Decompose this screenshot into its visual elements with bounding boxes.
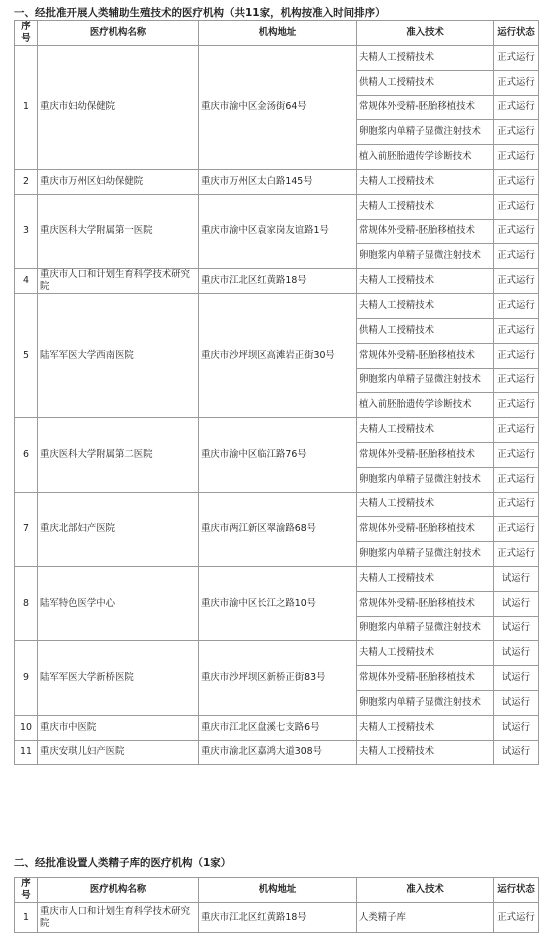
institution-address: 重庆市渝中区金汤街64号 — [199, 46, 357, 170]
institution-address: 重庆市渝北区嘉鸿大道308号 — [199, 740, 357, 765]
tech-name: 卵胞浆内单精子显微注射技术 — [357, 690, 494, 715]
institution-address: 重庆市江北区红黄路18号 — [199, 903, 357, 933]
header-address: 机构地址 — [199, 878, 357, 903]
header-name: 医疗机构名称 — [38, 878, 199, 903]
status-badge: 正式运行 — [494, 517, 539, 542]
table-row — [15, 566, 539, 591]
institution-name: 重庆市人口和计划生育科学技术研究院 — [38, 269, 199, 294]
status-badge: 正式运行 — [494, 169, 539, 194]
institution-seq: 1 — [15, 46, 38, 170]
tech-name: 卵胞浆内单精子显微注射技术 — [357, 244, 494, 269]
institutions-table — [14, 20, 539, 765]
tech-name: 夫精人工授精技术 — [357, 566, 494, 591]
tech-name: 供精人工授精技术 — [357, 70, 494, 95]
tech-name: 卵胞浆内单精子显微注射技术 — [357, 542, 494, 567]
institution-name: 重庆市人口和计划生育科学技术研究院 — [38, 903, 199, 933]
status-badge: 正式运行 — [494, 194, 539, 219]
status-badge: 正式运行 — [494, 393, 539, 418]
tech-name: 常规体外受精-胚胎移植技术 — [357, 442, 494, 467]
status-badge: 正式运行 — [494, 46, 539, 71]
tech-name: 常规体外受精-胚胎移植技术 — [357, 219, 494, 244]
institution-name: 陆军军医大学新桥医院 — [38, 641, 199, 715]
tech-name: 夫精人工授精技术 — [357, 418, 494, 443]
sperm-bank-table — [14, 877, 539, 933]
table-row — [15, 46, 539, 71]
institution-address: 重庆市沙坪坝区高滩岩正街30号 — [199, 294, 357, 418]
status-badge: 正式运行 — [494, 145, 539, 170]
status-badge: 正式运行 — [494, 467, 539, 492]
status-badge: 正式运行 — [494, 269, 539, 294]
status-badge: 正式运行 — [494, 903, 539, 933]
status-badge: 正式运行 — [494, 95, 539, 120]
institution-seq: 8 — [15, 566, 38, 640]
tech-name: 常规体外受精-胚胎移植技术 — [357, 343, 494, 368]
status-badge: 正式运行 — [494, 542, 539, 567]
table-header-row — [15, 878, 539, 903]
table-row — [15, 418, 539, 443]
tech-name: 夫精人工授精技术 — [357, 715, 494, 740]
tech-name: 供精人工授精技术 — [357, 318, 494, 343]
table-header-row — [15, 21, 539, 46]
tech-name: 夫精人工授精技术 — [357, 740, 494, 765]
tech-name: 卵胞浆内单精子显微注射技术 — [357, 120, 494, 145]
institution-name: 重庆市中医院 — [38, 715, 199, 740]
section2-title: 二、经批准设置人类精子库的医疗机构（1家） — [14, 857, 232, 869]
status-badge: 正式运行 — [494, 418, 539, 443]
table-row — [15, 740, 539, 765]
status-badge: 试运行 — [494, 616, 539, 641]
table-row — [15, 641, 539, 666]
status-badge: 试运行 — [494, 641, 539, 666]
tech-name: 夫精人工授精技术 — [357, 169, 494, 194]
status-badge: 试运行 — [494, 591, 539, 616]
institution-seq: 10 — [15, 715, 38, 740]
tech-name: 夫精人工授精技术 — [357, 46, 494, 71]
status-badge: 正式运行 — [494, 70, 539, 95]
status-badge: 正式运行 — [494, 244, 539, 269]
tech-name: 卵胞浆内单精子显微注射技术 — [357, 616, 494, 641]
status-badge: 正式运行 — [494, 442, 539, 467]
tech-name: 常规体外受精-胚胎移植技术 — [357, 591, 494, 616]
header-seq: 序号 — [15, 878, 38, 903]
institution-address: 重庆市江北区盘溪七支路6号 — [199, 715, 357, 740]
institution-name: 重庆市万州区妇幼保健院 — [38, 169, 199, 194]
institution-address: 重庆市沙坪坝区新桥正街83号 — [199, 641, 357, 715]
table-row — [15, 492, 539, 517]
institution-name: 重庆医科大学附属第二医院 — [38, 418, 199, 492]
header-seq: 序号 — [15, 21, 38, 46]
status-badge: 正式运行 — [494, 368, 539, 393]
tech-name: 夫精人工授精技术 — [357, 269, 494, 294]
tech-name: 夫精人工授精技术 — [357, 194, 494, 219]
tech-name: 卵胞浆内单精子显微注射技术 — [357, 467, 494, 492]
institution-address: 重庆市渝中区临江路76号 — [199, 418, 357, 492]
institution-seq: 6 — [15, 418, 38, 492]
institution-address: 重庆市万州区太白路145号 — [199, 169, 357, 194]
tech-name: 夫精人工授精技术 — [357, 492, 494, 517]
status-badge: 正式运行 — [494, 492, 539, 517]
header-status: 运行状态 — [494, 878, 539, 903]
institution-address: 重庆市江北区红黄路18号 — [199, 269, 357, 294]
institution-seq: 7 — [15, 492, 38, 566]
table-row — [15, 903, 539, 933]
status-badge: 试运行 — [494, 690, 539, 715]
header-tech: 准入技术 — [357, 878, 494, 903]
institution-name: 重庆安琪儿妇产医院 — [38, 740, 199, 765]
tech-name: 人类精子库 — [357, 903, 494, 933]
institution-seq: 5 — [15, 294, 38, 418]
institution-seq: 3 — [15, 194, 38, 268]
tech-name: 夫精人工授精技术 — [357, 641, 494, 666]
status-badge: 正式运行 — [494, 294, 539, 319]
status-badge: 正式运行 — [494, 318, 539, 343]
institution-address: 重庆市渝中区长江之路10号 — [199, 566, 357, 640]
institution-name: 重庆北部妇产医院 — [38, 492, 199, 566]
institution-name: 重庆市妇幼保健院 — [38, 46, 199, 170]
institution-name: 陆军军医大学西南医院 — [38, 294, 199, 418]
table-row — [15, 715, 539, 740]
institution-seq: 4 — [15, 269, 38, 294]
institution-name: 陆军特色医学中心 — [38, 566, 199, 640]
table-row — [15, 269, 539, 294]
header-status: 运行状态 — [494, 21, 539, 46]
status-badge: 试运行 — [494, 566, 539, 591]
header-name: 医疗机构名称 — [38, 21, 199, 46]
section1-title: 一、经批准开展人类辅助生殖技术的医疗机构（共11家，机构按准入时间排序） — [14, 7, 386, 19]
header-address: 机构地址 — [199, 21, 357, 46]
status-badge: 试运行 — [494, 740, 539, 765]
tech-name: 常规体外受精-胚胎移植技术 — [357, 95, 494, 120]
institution-seq: 11 — [15, 740, 38, 765]
institution-address: 重庆市渝中区袁家岗友谊路1号 — [199, 194, 357, 268]
institution-address: 重庆市两江新区翠渝路68号 — [199, 492, 357, 566]
table-row — [15, 169, 539, 194]
tech-name: 植入前胚胎遗传学诊断技术 — [357, 145, 494, 170]
tech-name: 常规体外受精-胚胎移植技术 — [357, 517, 494, 542]
institution-seq: 2 — [15, 169, 38, 194]
tech-name: 常规体外受精-胚胎移植技术 — [357, 666, 494, 691]
status-badge: 试运行 — [494, 666, 539, 691]
status-badge: 正式运行 — [494, 343, 539, 368]
status-badge: 正式运行 — [494, 120, 539, 145]
status-badge: 试运行 — [494, 715, 539, 740]
tech-name: 夫精人工授精技术 — [357, 294, 494, 319]
tech-name: 卵胞浆内单精子显微注射技术 — [357, 368, 494, 393]
institution-seq: 9 — [15, 641, 38, 715]
table-row — [15, 194, 539, 219]
tech-name: 植入前胚胎遗传学诊断技术 — [357, 393, 494, 418]
institution-name: 重庆医科大学附属第一医院 — [38, 194, 199, 268]
table-row — [15, 294, 539, 319]
header-tech: 准入技术 — [357, 21, 494, 46]
status-badge: 正式运行 — [494, 219, 539, 244]
institution-seq: 1 — [15, 903, 38, 933]
